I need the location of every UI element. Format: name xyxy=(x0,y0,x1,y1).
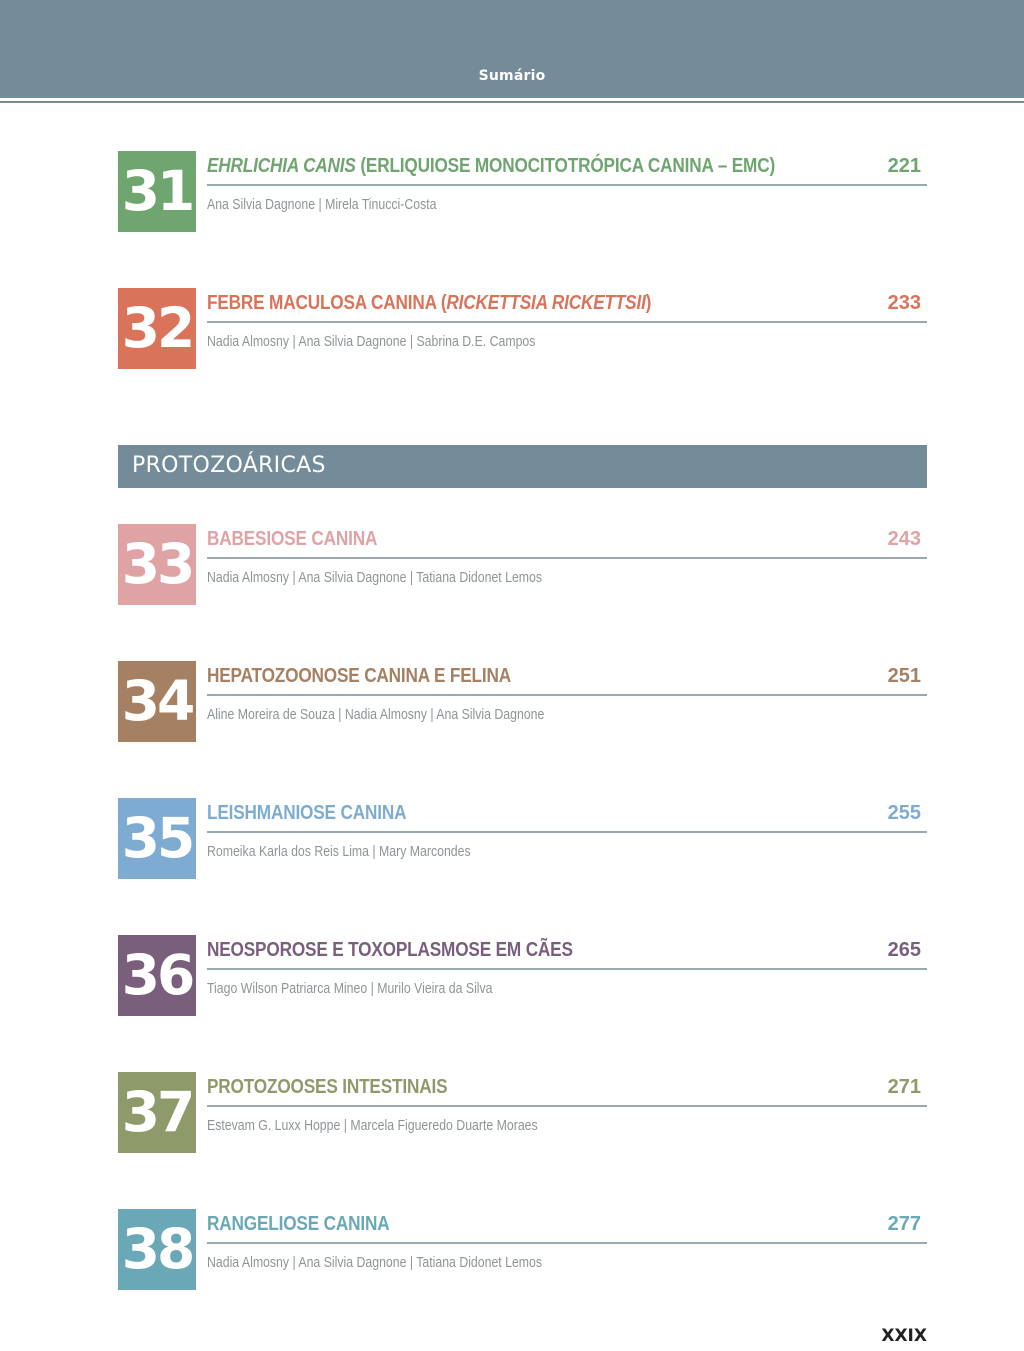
chapter-page[interactable]: 233 xyxy=(887,292,921,314)
chapter-title-italic: RICKETTSIA RICKETTSII xyxy=(446,292,646,314)
chapter-title[interactable]: NEOSPOROSE E TOXOPLASMOSE EM CÃES xyxy=(207,939,573,961)
chapter-title[interactable]: PROTOZOOSES INTESTINAIS xyxy=(207,1076,448,1098)
chapter-authors: Aline Moreira de Souza | Nadia Almosny | Ana Silvia Dagnone xyxy=(207,706,545,723)
chapter-page[interactable]: 271 xyxy=(887,1076,921,1098)
chapter-authors: Estevam G. Luxx Hoppe | Marcela Figueredo Duarte Moraes xyxy=(207,1117,538,1134)
chapter-title[interactable]: RANGELIOSE CANINA xyxy=(207,1213,390,1235)
toc-entry-38[interactable] xyxy=(118,1209,927,1291)
chapter-number-badge: 34 xyxy=(118,661,196,742)
title-rule xyxy=(207,1105,927,1107)
chapter-title-italic: EHRLICHIA CANIS xyxy=(207,155,356,177)
chapter-authors: Nadia Almosny | Ana Silvia Dagnone | Tatiana Didonet Lemos xyxy=(207,1254,543,1271)
chapter-title-rest: (ERLIQUIOSE MONOCITOTRÓPICA CANINA – EMC) xyxy=(355,155,776,177)
header-rule xyxy=(0,101,1024,103)
section-title: PROTOZOÁRICAS xyxy=(132,453,326,478)
chapter-number-badge: 32 xyxy=(118,288,196,369)
chapter-page[interactable]: 221 xyxy=(887,155,921,177)
chapter-authors: Nadia Almosny | Ana Silvia Dagnone | Sabrina D.E. Campos xyxy=(207,333,536,350)
chapter-authors: Nadia Almosny | Ana Silvia Dagnone | Tatiana Didonet Lemos xyxy=(207,569,543,586)
title-rule xyxy=(207,694,927,696)
chapter-title-post: ) xyxy=(645,292,652,314)
chapter-page[interactable]: 251 xyxy=(887,665,921,687)
chapter-number-badge: 37 xyxy=(118,1072,196,1153)
chapter-title-pre: FEBRE MACULOSA CANINA ( xyxy=(207,292,447,314)
chapter-title[interactable]: HEPATOZOONOSE CANINA E FELINA xyxy=(207,665,511,687)
chapter-number-badge: 38 xyxy=(118,1209,196,1290)
title-rule xyxy=(207,184,927,186)
section-header xyxy=(118,445,927,488)
chapter-number-badge: 36 xyxy=(118,935,196,1016)
chapter-page[interactable]: 243 xyxy=(887,528,921,550)
chapter-page[interactable]: 277 xyxy=(887,1213,921,1235)
chapter-authors: Ana Silvia Dagnone | Mirela Tinucci-Costa xyxy=(207,196,437,213)
page-header xyxy=(0,0,1024,98)
title-rule xyxy=(207,1242,927,1244)
chapter-number-badge: 33 xyxy=(118,524,196,605)
chapter-page[interactable]: 265 xyxy=(887,939,921,961)
chapter-title[interactable]: BABESIOSE CANINA xyxy=(207,528,378,550)
chapter-page[interactable]: 255 xyxy=(887,802,921,824)
toc-entry-33[interactable] xyxy=(118,524,927,606)
chapter-authors: Tiago Wilson Patriarca Mineo | Murilo Vieira da Silva xyxy=(207,980,493,997)
title-rule xyxy=(207,831,927,833)
chapter-authors: Romeika Karla dos Reis Lima | Mary Marcondes xyxy=(207,843,471,860)
chapter-number-badge: 31 xyxy=(118,151,196,232)
toc-entry-32[interactable] xyxy=(118,288,927,370)
toc-entry-34[interactable] xyxy=(118,661,927,743)
chapter-title[interactable] xyxy=(207,292,651,315)
title-rule xyxy=(207,321,927,323)
header-title: Sumário xyxy=(478,68,546,84)
toc-entry-37[interactable] xyxy=(118,1072,927,1154)
chapter-title[interactable] xyxy=(207,155,775,178)
page-number: XXIX xyxy=(881,1326,927,1346)
toc-entry-35[interactable] xyxy=(118,798,927,880)
title-rule xyxy=(207,968,927,970)
chapter-title[interactable]: LEISHMANIOSE CANINA xyxy=(207,802,407,824)
title-rule xyxy=(207,557,927,559)
toc-entry-31[interactable] xyxy=(118,151,927,233)
chapter-number-badge: 35 xyxy=(118,798,196,879)
toc-entry-36[interactable] xyxy=(118,935,927,1017)
